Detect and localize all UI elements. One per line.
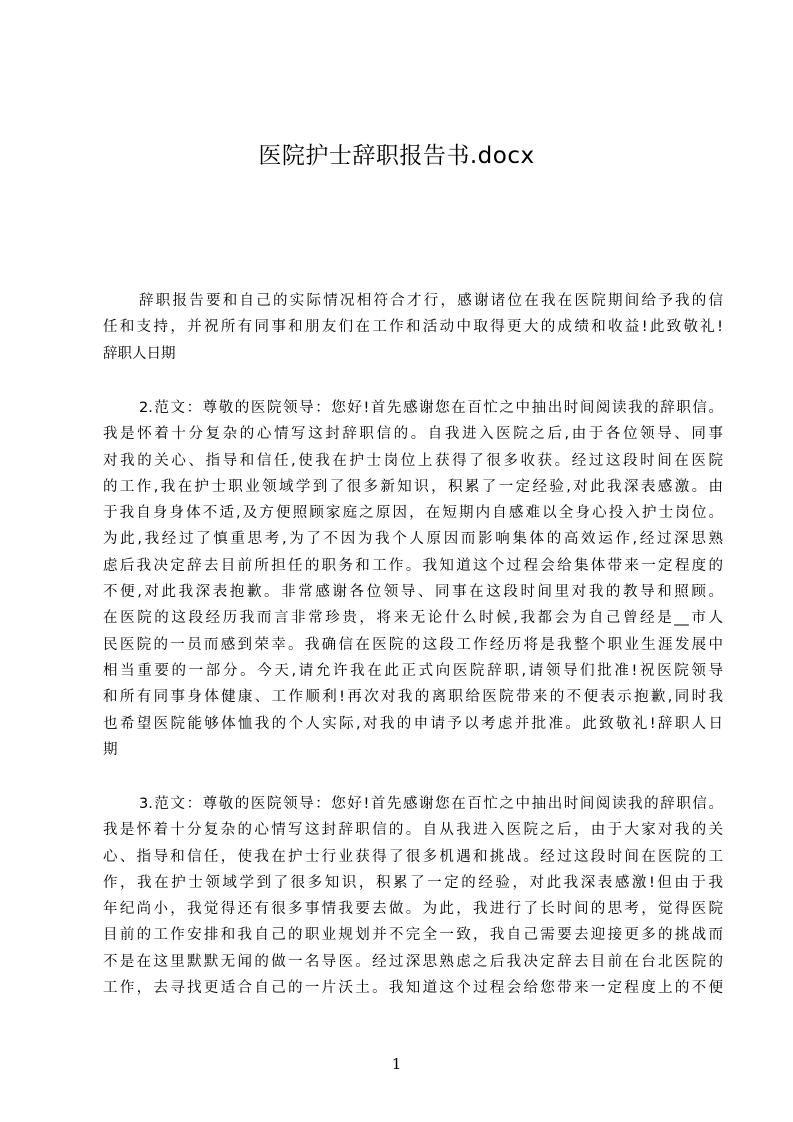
paragraph-line: 年纪尚小，我觉得还有很多事情我要去做。为此，我进行了长时间的思考，觉得医院 [103, 901, 723, 918]
paragraph-line: 辞职报告要和自己的实际情况相符合才行，感谢诸位在我在医院期间给予我的信 [139, 293, 723, 309]
paragraph-line: 的工作,我在护士职业领域学到了很多新知识，积累了一定经验,对此我深表感激。由 [103, 478, 723, 495]
paragraph-line: 作，我在护士领域学到了很多知识，积累了一定的经验，对此我深表感激!但由于我 [103, 874, 723, 891]
paragraph-line: 虑后我决定辞去目前所担任的职务和工作。我知道这个过程会给集体带来一定程度的 [103, 557, 723, 574]
paragraph-line: 在医院的这段经历我而言非常珍贵，将来无论什么时候,我都会为自己曾经是__市人 [103, 610, 723, 627]
paragraph-line: 我是怀着十分复杂的心情写这封辞职信的。自我进入医院之后,由于各位领导、同事 [103, 426, 723, 443]
paragraph-line: 2.范文：尊敬的医院领导：您好!首先感谢您在百忙之中抽出时间阅读我的辞职信。 [139, 400, 723, 416]
paragraph-sample-3 [103, 791, 723, 1001]
paragraph-line: 于我自身身体不适,及方便照顾家庭之原因，在短期内自感难以全身心投入护士岗位。 [103, 505, 723, 522]
paragraph-line: 为此,我经过了慎重思考,为了不因为我个人原因而影响集体的高效运作,经过深思熟 [103, 531, 723, 548]
paragraph-line: 对我的关心、指导和信任,使我在护士岗位上获得了很多收获。经过这段时间在医院 [103, 452, 723, 469]
paragraph-line: 期 [103, 741, 118, 758]
paragraph-line: 和所有同事身体健康、工作顺利!再次对我的离职给医院带来的不便表示抱歉,同时我 [103, 689, 723, 706]
paragraph-line: 相当重要的一部分。今天,请允许我在此正式向医院辞职,请领导们批准!祝医院领导 [103, 662, 723, 679]
paragraph-line: 民医院的一员而感到荣幸。我确信在医院的这段工作经历将是我整个职业生涯发展中 [103, 636, 723, 653]
paragraph-line: 工作，去寻找更适合自己的一片沃土。我知道这个过程会给您带来一定程度上的不便 [103, 980, 723, 997]
paragraph-intro [103, 288, 723, 367]
document-title: 医院护士辞职报告书.docx [258, 143, 535, 169]
paragraph-line: 不是在这里默默无闻的做一名导医。经过深思熟虑之后我决定辞去目前在台北医院的 [103, 953, 723, 970]
paragraph-line: 3.范文：尊敬的医院领导：您好!首先感谢您在百忙之中抽出时间阅读我的辞职信。 [139, 796, 723, 812]
paragraph-sample-2 [103, 395, 723, 763]
page-number: 1 [391, 1055, 402, 1073]
paragraph-line: 我是怀着十分复杂的心情写这封辞职信的。自从我进入医院之后，由于大家对我的关 [103, 822, 723, 839]
paragraph-line: 任和支持，并祝所有同事和朋友们在工作和活动中取得更大的成绩和收益!此致敬礼! [103, 319, 723, 336]
paragraph-line: 也希望医院能够体恤我的个人实际,对我的申请予以考虑并批准。此致敬礼!辞职人日 [103, 715, 723, 732]
paragraph-line: 心、指导和信任，使我在护士行业获得了很多机遇和挑战。经过这段时间在医院的工 [103, 848, 723, 865]
paragraph-line: 辞职人日期 [103, 345, 176, 362]
paragraph-line: 目前的工作安排和我自己的职业规划并不完全一致，我自己需要去迎接更多的挑战而 [103, 927, 723, 944]
paragraph-line: 不便,对此我深表抱歉。非常感谢各位领导、同事在这段时间里对我的教导和照顾。 [103, 584, 723, 601]
